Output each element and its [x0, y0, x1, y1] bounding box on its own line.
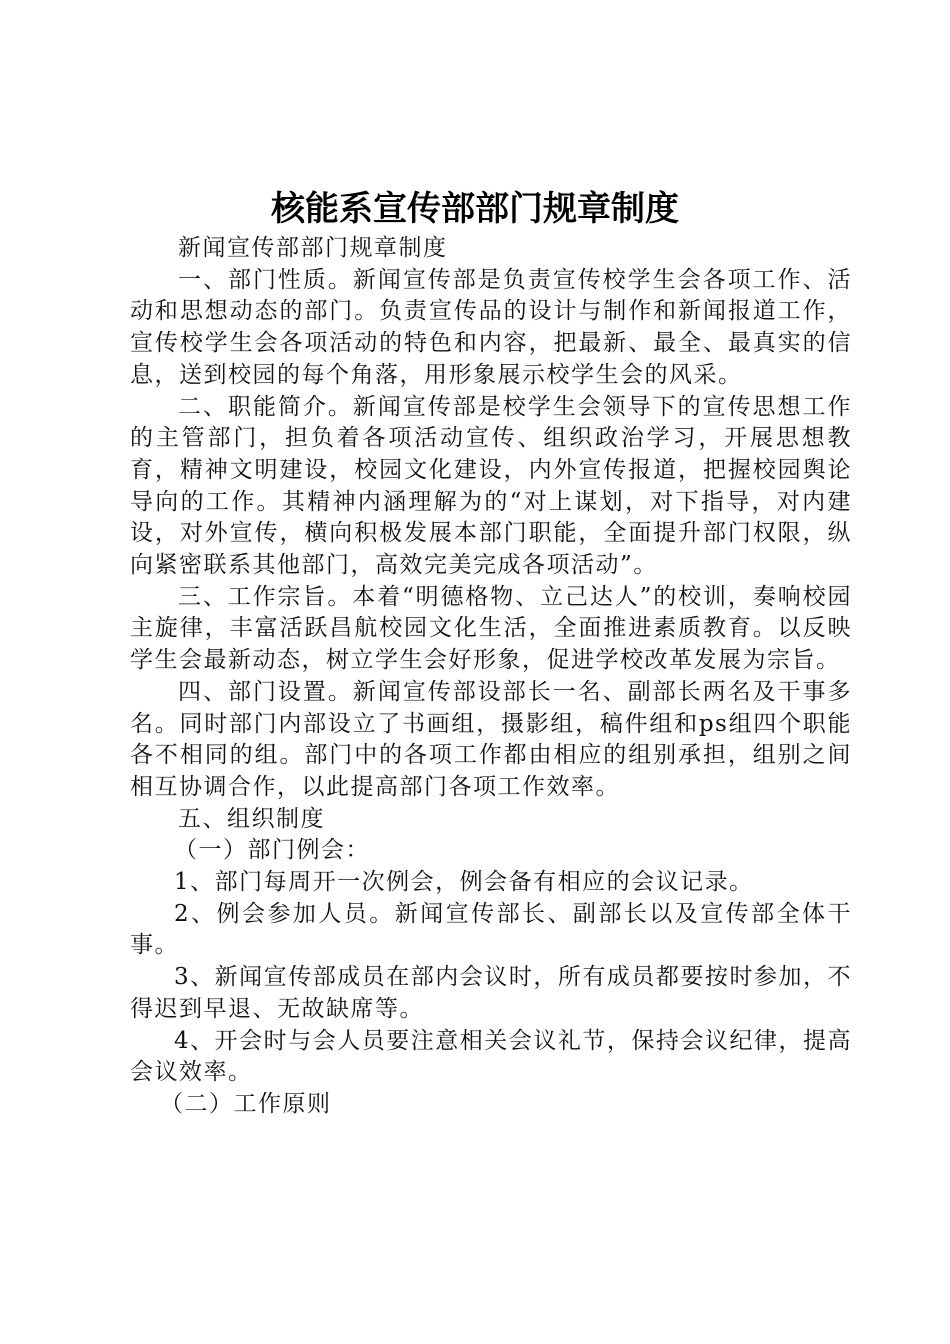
paragraph-subsection-1-heading: （一）部门例会： [174, 837, 370, 864]
paragraph-section-3: 三、工作宗旨。本着“明德格物、立己达人”的校训，奏响校园主旋律，丰富活跃昌航校园文化生活，全面推进素质教育。以反映学生会最新动态，树立学生会好形象，促进学校改革发展为宗旨。 [130, 583, 852, 674]
document-body [130, 233, 852, 1121]
paragraph-subsection-2-heading: （二）工作原则 [160, 1090, 332, 1117]
paragraph-rule-1: 1、部门每周开一次例会，例会备有相应的会议记录。 [174, 869, 754, 896]
paragraph-rule-3: 3、新闻宣传部成员在部内会议时，所有成员都要按时参加，不得迟到早退、无故缺席等。 [130, 964, 852, 1022]
paragraph-rule-2: 2、例会参加人员。新闻宣传部长、副部长以及宣传部全体干事。 [130, 900, 852, 959]
paragraph-section-2: 二、职能简介。新闻宣传部是校学生会领导下的宣传思想工作的主管部门，担负着各项活动宣传、组织政治学习，开展思想教育，精神文明建设，校园文化建设，内外宣传报道，把握校园舆论导向的工作。其精神内涵理解为的“对上谋划，对下指导，对内建设，对外宣传，横向积极发展本部门职能，全面提升部门权限，纵向紧密联系其他部门，高效完美完成各项活动”。 [130, 393, 852, 579]
document-title: 核能系宣传部部门规章制度 [271, 189, 679, 229]
paragraph-section-4: 四、部门设置。新闻宣传部设部长一名、副部长两名及干事多名。同时部门内部设立了书画组，摄影组，稿件组和ps组四个职能各不相同的组。部门中的各项工作都由相应的组别承担，组别之间相互协调合作，以此提高部门各项工作效率。 [130, 678, 852, 800]
paragraph-subtitle: 新闻宣传部部门规章制度 [178, 235, 448, 261]
paragraph-section-5-heading: 五、组织制度 [178, 805, 325, 832]
paragraph-rule-4: 4、开会时与会人员要注意相关会议礼节，保持会议纪律，提高会议效率。 [130, 1027, 852, 1086]
paragraph-section-1: 一、部门性质。新闻宣传部是负责宣传校学生会各项工作、活动和思想动态的部门。负责宣传品的设计与制作和新闻报道工作，宣传校学生会各项活动的特色和内容，把最新、最全、最真实的信息，送到校园的每个角落，用形象展示校学生会的风采。 [130, 266, 852, 388]
